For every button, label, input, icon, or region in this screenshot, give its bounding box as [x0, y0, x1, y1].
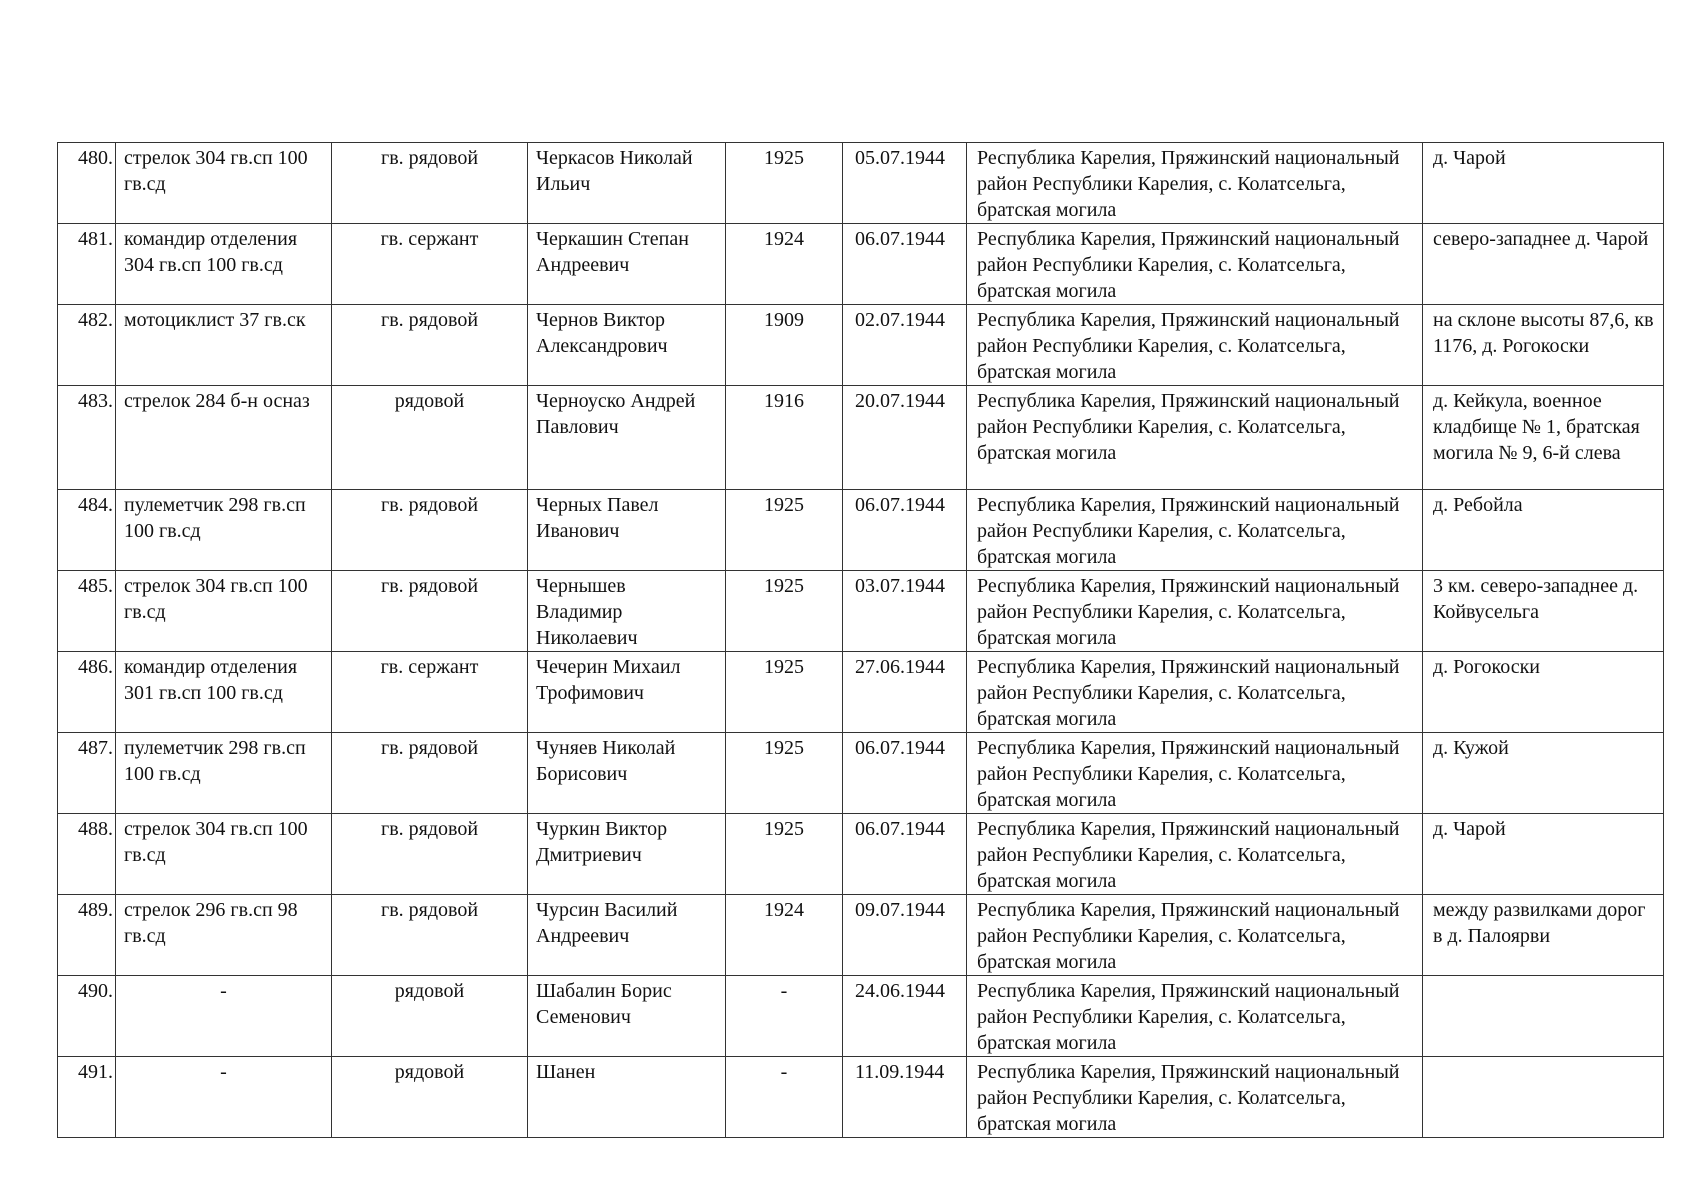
record-death-date: 24.06.1944 [843, 976, 967, 1057]
table-row [58, 224, 1664, 305]
table-row [58, 814, 1664, 895]
record-burial-place: Республика Карелия, Пряжинский национальный район Республики Карелия, с. Колатсельга, братская могила [967, 143, 1423, 224]
record-name: Черных Павел Иванович [528, 490, 726, 571]
record-birth-year: 1924 [726, 895, 843, 976]
record-death-date: 05.07.1944 [843, 143, 967, 224]
record-unit: командир отделения 304 гв.сп 100 гв.сд [116, 224, 332, 305]
record-rank: гв. рядовой [332, 733, 528, 814]
record-death-place [1423, 1057, 1664, 1138]
record-number: 487. [58, 733, 116, 814]
record-birth-year: 1925 [726, 571, 843, 652]
table-row [58, 386, 1664, 490]
record-unit: - [116, 1057, 332, 1138]
table-row [58, 652, 1664, 733]
record-death-date: 27.06.1944 [843, 652, 967, 733]
record-rank: рядовой [332, 386, 528, 490]
table-row [58, 571, 1664, 652]
record-birth-year: 1925 [726, 143, 843, 224]
record-name: Черкашин Степан Андреевич [528, 224, 726, 305]
record-birth-year: 1925 [726, 814, 843, 895]
record-death-place: д. Чарой [1423, 814, 1664, 895]
record-birth-year: - [726, 976, 843, 1057]
record-burial-place: Республика Карелия, Пряжинский национальный район Республики Карелия, с. Колатсельга, братская могила [967, 224, 1423, 305]
record-rank: рядовой [332, 976, 528, 1057]
record-death-place: между развилками дорог в д. Палоярви [1423, 895, 1664, 976]
record-rank: рядовой [332, 1057, 528, 1138]
record-death-place: д. Кейкула, военное кладбище № 1, братская могила № 9, 6-й слева [1423, 386, 1664, 490]
table-row [58, 976, 1664, 1057]
record-burial-place: Республика Карелия, Пряжинский национальный район Республики Карелия, с. Колатсельга, братская могила [967, 976, 1423, 1057]
record-name: Чернышев Владимир Николаевич [528, 571, 726, 652]
record-birth-year: 1916 [726, 386, 843, 490]
record-rank: гв. сержант [332, 652, 528, 733]
record-rank: гв. рядовой [332, 490, 528, 571]
record-burial-place: Республика Карелия, Пряжинский национальный район Республики Карелия, с. Колатсельга, братская могила [967, 386, 1423, 490]
record-burial-place: Республика Карелия, Пряжинский национальный район Республики Карелия, с. Колатсельга, братская могила [967, 895, 1423, 976]
record-unit: - [116, 976, 332, 1057]
table-row [58, 895, 1664, 976]
record-rank: гв. рядовой [332, 571, 528, 652]
record-number: 485. [58, 571, 116, 652]
record-burial-place: Республика Карелия, Пряжинский национальный район Республики Карелия, с. Колатсельга, братская могила [967, 571, 1423, 652]
burial-records-table [57, 142, 1664, 1138]
record-number: 481. [58, 224, 116, 305]
record-burial-place: Республика Карелия, Пряжинский национальный район Республики Карелия, с. Колатсельга, братская могила [967, 652, 1423, 733]
record-unit: стрелок 304 гв.сп 100 гв.сд [116, 143, 332, 224]
record-rank: гв. сержант [332, 224, 528, 305]
record-name: Чурсин Василий Андреевич [528, 895, 726, 976]
record-number: 488. [58, 814, 116, 895]
record-burial-place: Республика Карелия, Пряжинский национальный район Республики Карелия, с. Колатсельга, братская могила [967, 305, 1423, 386]
record-death-date: 11.09.1944 [843, 1057, 967, 1138]
record-burial-place: Республика Карелия, Пряжинский национальный район Республики Карелия, с. Колатсельга, братская могила [967, 1057, 1423, 1138]
record-death-place: на склоне высоты 87,6, кв 1176, д. Рогокоски [1423, 305, 1664, 386]
records-sheet [57, 142, 1663, 1138]
record-birth-year: 1909 [726, 305, 843, 386]
record-unit: стрелок 304 гв.сп 100 гв.сд [116, 571, 332, 652]
record-number: 480. [58, 143, 116, 224]
record-death-place: 3 км. северо-западнее д. Койвусельга [1423, 571, 1664, 652]
record-number: 490. [58, 976, 116, 1057]
record-name: Чечерин Михаил Трофимович [528, 652, 726, 733]
record-number: 484. [58, 490, 116, 571]
record-birth-year: 1925 [726, 733, 843, 814]
record-birth-year: - [726, 1057, 843, 1138]
record-burial-place: Республика Карелия, Пряжинский национальный район Республики Карелия, с. Колатсельга, братская могила [967, 490, 1423, 571]
record-number: 483. [58, 386, 116, 490]
record-number: 491. [58, 1057, 116, 1138]
table-row [58, 1057, 1664, 1138]
record-unit: стрелок 284 б-н осназ [116, 386, 332, 490]
record-name: Шанен [528, 1057, 726, 1138]
record-number: 482. [58, 305, 116, 386]
record-name: Черноуско Андрей Павлович [528, 386, 726, 490]
record-birth-year: 1925 [726, 490, 843, 571]
record-name: Черкасов Николай Ильич [528, 143, 726, 224]
record-name: Шабалин Борис Семенович [528, 976, 726, 1057]
record-burial-place: Республика Карелия, Пряжинский национальный район Республики Карелия, с. Колатсельга, братская могила [967, 814, 1423, 895]
table-row [58, 143, 1664, 224]
record-rank: гв. рядовой [332, 305, 528, 386]
record-rank: гв. рядовой [332, 895, 528, 976]
record-number: 486. [58, 652, 116, 733]
record-unit: стрелок 304 гв.сп 100 гв.сд [116, 814, 332, 895]
table-row [58, 490, 1664, 571]
record-rank: гв. рядовой [332, 143, 528, 224]
record-death-date: 06.07.1944 [843, 224, 967, 305]
record-death-place: д. Ребойла [1423, 490, 1664, 571]
record-death-place: д. Кужой [1423, 733, 1664, 814]
record-death-date: 02.07.1944 [843, 305, 967, 386]
record-death-date: 06.07.1944 [843, 814, 967, 895]
record-death-place: северо-западнее д. Чарой [1423, 224, 1664, 305]
record-number: 489. [58, 895, 116, 976]
record-death-date: 06.07.1944 [843, 490, 967, 571]
record-name: Чуняев Николай Борисович [528, 733, 726, 814]
record-death-place: д. Чарой [1423, 143, 1664, 224]
table-row [58, 305, 1664, 386]
record-birth-year: 1924 [726, 224, 843, 305]
record-death-date: 20.07.1944 [843, 386, 967, 490]
record-unit: пулеметчик 298 гв.сп 100 гв.сд [116, 733, 332, 814]
record-unit: стрелок 296 гв.сп 98 гв.сд [116, 895, 332, 976]
record-name: Чернов Виктор Александрович [528, 305, 726, 386]
table-row [58, 733, 1664, 814]
record-rank: гв. рядовой [332, 814, 528, 895]
record-unit: пулеметчик 298 гв.сп 100 гв.сд [116, 490, 332, 571]
record-death-date: 06.07.1944 [843, 733, 967, 814]
record-death-date: 03.07.1944 [843, 571, 967, 652]
record-death-place: д. Рогокоски [1423, 652, 1664, 733]
record-unit: мотоциклист 37 гв.ск [116, 305, 332, 386]
record-death-date: 09.07.1944 [843, 895, 967, 976]
record-death-place [1423, 976, 1664, 1057]
record-burial-place: Республика Карелия, Пряжинский национальный район Республики Карелия, с. Колатсельга, братская могила [967, 733, 1423, 814]
record-name: Чуркин Виктор Дмитриевич [528, 814, 726, 895]
record-unit: командир отделения 301 гв.сп 100 гв.сд [116, 652, 332, 733]
record-birth-year: 1925 [726, 652, 843, 733]
